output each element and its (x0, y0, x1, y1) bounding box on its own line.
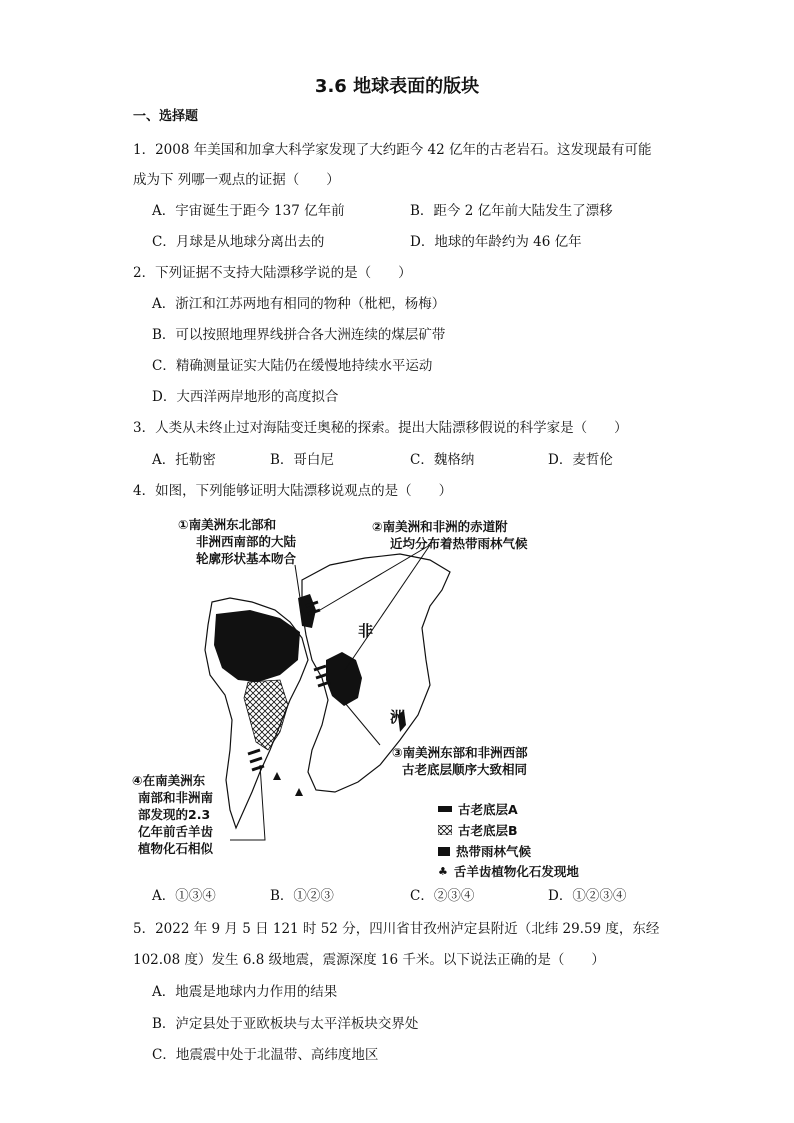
page-title: 3.6 地球表面的版块 (314, 76, 480, 97)
map-label-3-line2: 古老底层顺序大致相同 (402, 762, 528, 777)
map-label-3 (392, 744, 528, 778)
q5-option-a[interactable]: A．地震是地球内力作用的结果 (152, 984, 338, 1000)
legend-ancient-layer-a (438, 800, 518, 818)
q2-stem: 2．下列证据不支持大陆漂移学说的是（ ） (133, 265, 412, 281)
continental-drift-map (130, 510, 630, 890)
map-label-3-line1: ③南美洲东部和非洲西部 (392, 745, 528, 760)
q4-option-c[interactable]: C．②③④ (410, 888, 475, 904)
q3-stem: 3．人类从未终止过对海陆变迁奥秘的探索。提出大陆漂移假说的科学家是（ ） (133, 420, 628, 436)
map-label-2-line1: ②南美洲和非洲的赤道附 (372, 519, 508, 534)
africa-label-1: 非 (358, 622, 374, 640)
q3-option-b[interactable]: B．哥白尼 (270, 452, 334, 468)
q1-option-a[interactable]: A．宇宙诞生于距今 137 亿年前 (152, 203, 345, 219)
q3-option-a[interactable]: A．托勒密 (152, 452, 216, 468)
q2-option-b[interactable]: B．可以按照地理界线拼合各大洲连续的煤层矿带 (152, 327, 446, 343)
q5-option-b[interactable]: B．泸定县处于亚欧板块与太平洋板块交界处 (152, 1016, 419, 1032)
map-label-4-line3: 部发现的2.3 (138, 807, 211, 822)
legend-swatch-c (438, 847, 450, 856)
map-label-1-line1: ①南美洲东北部和 (178, 517, 277, 532)
q1-option-c[interactable]: C．月球是从地球分离出去的 (152, 234, 325, 250)
map-label-4-line2: 南部和非洲南 (138, 790, 214, 805)
legend-text-d: 舌羊齿植物化石发现地 (453, 864, 579, 879)
africa-label-2: 洲 (390, 708, 406, 726)
map-label-2-line2: 近均分布着热带雨林气候 (390, 536, 528, 551)
legend-text-b: 古老底层B (458, 823, 518, 838)
q1-stem-line2: 成为下 列哪一观点的证据（ ） (133, 172, 340, 188)
map-label-1-line2: 非洲西南部的大陆 (196, 534, 297, 549)
q4-option-b[interactable]: B．①②③ (270, 888, 334, 904)
q5-stem-line2: 102.08 度）发生 6.8 级地震，震源深度 16 千米。以下说法正确的是（ ） (133, 952, 605, 968)
map-label-4-line1: ④在南美洲东 (132, 773, 206, 788)
legend-text-c: 热带雨林气候 (456, 844, 532, 859)
map-label-1 (178, 516, 296, 567)
map-label-2 (372, 518, 528, 552)
map-label-1-line3: 轮廓形状基本吻合 (196, 551, 297, 566)
legend-fossil (438, 862, 579, 880)
q1-option-d[interactable]: D．地球的年龄约为 46 亿年 (410, 234, 582, 250)
legend-rainforest (438, 842, 531, 860)
legend-swatch-b (438, 825, 452, 835)
fossil-markers (273, 772, 303, 796)
legend-ancient-layer-b (438, 821, 518, 839)
q3-option-c[interactable]: C．魏格纳 (410, 452, 475, 468)
q4-option-a[interactable]: A．①③④ (152, 888, 216, 904)
q4-option-d[interactable]: D．①②③④ (548, 888, 627, 904)
q2-option-c[interactable]: C．精确测量证实大陆仍在缓慢地持续水平运动 (152, 358, 433, 374)
map-label-4-line4: 亿年前舌羊齿 (138, 824, 214, 839)
fossil-icon: ♣ (438, 864, 448, 878)
q5-stem-line1: 5．2022 年 9 月 5 日 121 时 52 分，四川省甘孜州泸定县附近（北纬 29.59 度，东经 (133, 921, 660, 937)
legend-text-a: 古老底层A (458, 802, 518, 817)
map-label-4 (132, 772, 213, 857)
q3-option-d[interactable]: D．麦哲伦 (548, 452, 613, 468)
q2-option-a[interactable]: A．浙江和江苏两地有相同的物种（枇杷，杨梅） (152, 296, 446, 312)
q4-stem: 4．如图，下列能够证明大陆漂移说观点的是（ ） (133, 483, 453, 499)
q5-option-c[interactable]: C．地震震中处于北温带、高纬度地区 (152, 1047, 379, 1063)
map-label-4-line5: 植物化石相似 (138, 841, 214, 856)
legend-swatch-a (438, 806, 452, 812)
q2-option-d[interactable]: D．大西洋两岸地形的高度拟合 (152, 389, 339, 405)
q1-stem-line1: 1．2008 年美国和加拿大科学家发现了大约距今 42 亿年的古老岩石。这发现最有可能 (133, 142, 652, 158)
section-heading: 一、选择题 (133, 109, 199, 124)
q1-option-b[interactable]: B．距今 2 亿年前大陆发生了漂移 (410, 203, 613, 219)
